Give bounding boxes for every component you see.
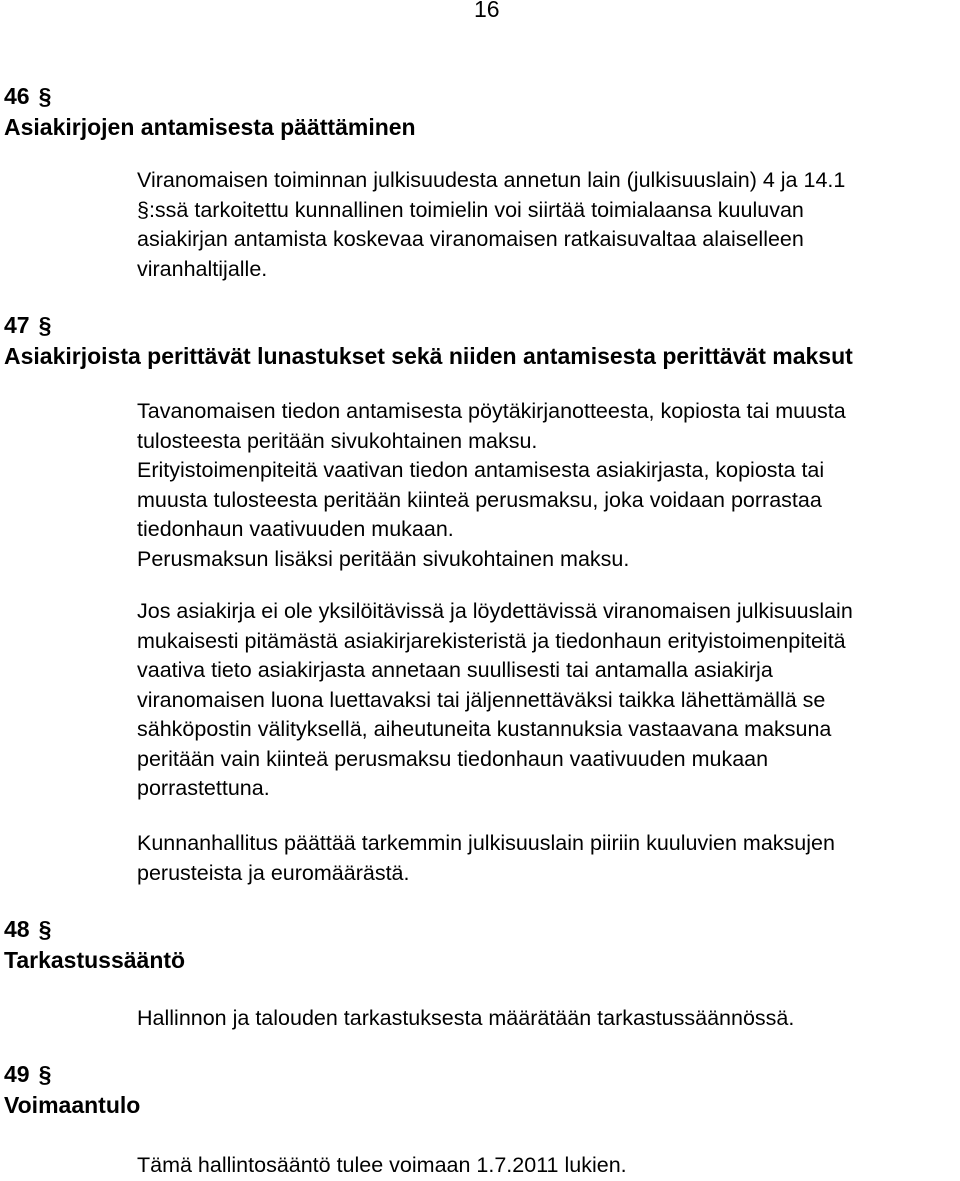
section-title: Tarkastussääntö [4,947,186,973]
text-line: tiedonhaun vaativuuden mukaan. [137,517,454,541]
text-line: perusteista ja euromäärästä. [137,860,410,885]
section-number: 49 [4,1061,30,1087]
section-number-line [4,914,185,945]
section-46-heading [4,81,416,143]
text-line: Tämä hallintosääntö tulee voimaan 1.7.2011 lukien. [137,1153,627,1177]
text-line: Erityistoimenpiteitä vaativan tiedon antamisesta asiakirjasta, kopiosta tai [137,458,825,482]
section-49-paragraph-1 [137,1151,627,1181]
text-line: tulosteesta peritään sivukohtainen maksu. [137,428,538,453]
text-line: Perusmaksun lisäksi peritään sivukohtainen maksu. [137,546,630,571]
text-line: Viranomaisen toiminnan julkisuudesta annetun lain (julkisuuslain) 4 ja 14.1 [137,168,846,192]
section-number-line [4,81,416,112]
section-title: Voimaantulo [4,1092,141,1118]
section-47-paragraph-2 [137,597,853,804]
section-number-line [4,1059,140,1090]
page-number: 16 [474,0,500,22]
section-sign: § [38,312,52,338]
section-46-paragraph-1 [137,166,845,284]
section-title: Asiakirjojen antamisesta päättäminen [4,114,416,140]
section-47-paragraph-3 [137,829,835,888]
section-48-paragraph-1 [137,1004,794,1034]
text-line: peritään vain kiinteä perusmaksu tiedonhaun vaativuuden mukaan [137,746,769,771]
section-sign: § [38,83,52,109]
section-title: Asiakirjoista perittävät lunastukset sekä niiden antamisesta perittävät maksut [4,343,853,369]
section-48-heading [4,914,185,976]
text-line: Hallinnon ja talouden tarkastuksesta määrätään tarkastussäännössä. [137,1006,795,1030]
text-line: asiakirjan antamista koskevaa viranomaisen ratkaisuvaltaa alaiselleen [137,227,804,251]
text-line: Tavanomaisen tiedon antamisesta pöytäkirjanotteesta, kopiosta tai muusta [137,399,846,423]
text-line: viranhaltijalle. [137,256,268,281]
text-line: muusta tulosteesta peritään kiinteä perusmaksu, joka voidaan porrastaa [137,487,822,512]
section-sign: § [38,916,52,942]
section-number: 47 [4,312,30,338]
section-sign: § [38,1061,52,1087]
text-line: Jos asiakirja ei ole yksilöitävissä ja löydettävissä viranomaisen julkisuuslain [137,599,853,623]
section-number: 48 [4,916,30,942]
text-line: viranomaisen luona luettavaksi tai jäljennettäväksi taikka lähettämällä se [137,687,826,712]
text-line: Kunnanhallitus päättää tarkemmin julkisuuslain piiriin kuuluvien maksujen [137,831,835,855]
section-47-heading [4,310,853,372]
section-number: 46 [4,83,30,109]
text-line: sähköpostin välityksellä, aiheutuneita kustannuksia vastaavana maksuna [137,717,832,741]
section-number-line [4,310,853,341]
text-line: porrastettuna. [137,776,270,800]
text-line: vaativa tieto asiakirjasta annetaan suullisesti tai antamalla asiakirja [137,658,773,682]
section-49-heading [4,1059,140,1121]
section-47-paragraph-1 [137,397,846,574]
text-line: mukaisesti pitämästä asiakirjarekisteristä ja tiedonhaun erityistoimenpiteitä [137,628,846,653]
text-line: §:ssä tarkoitettu kunnallinen toimielin voi siirtää toimialaansa kuuluvan [137,197,804,222]
